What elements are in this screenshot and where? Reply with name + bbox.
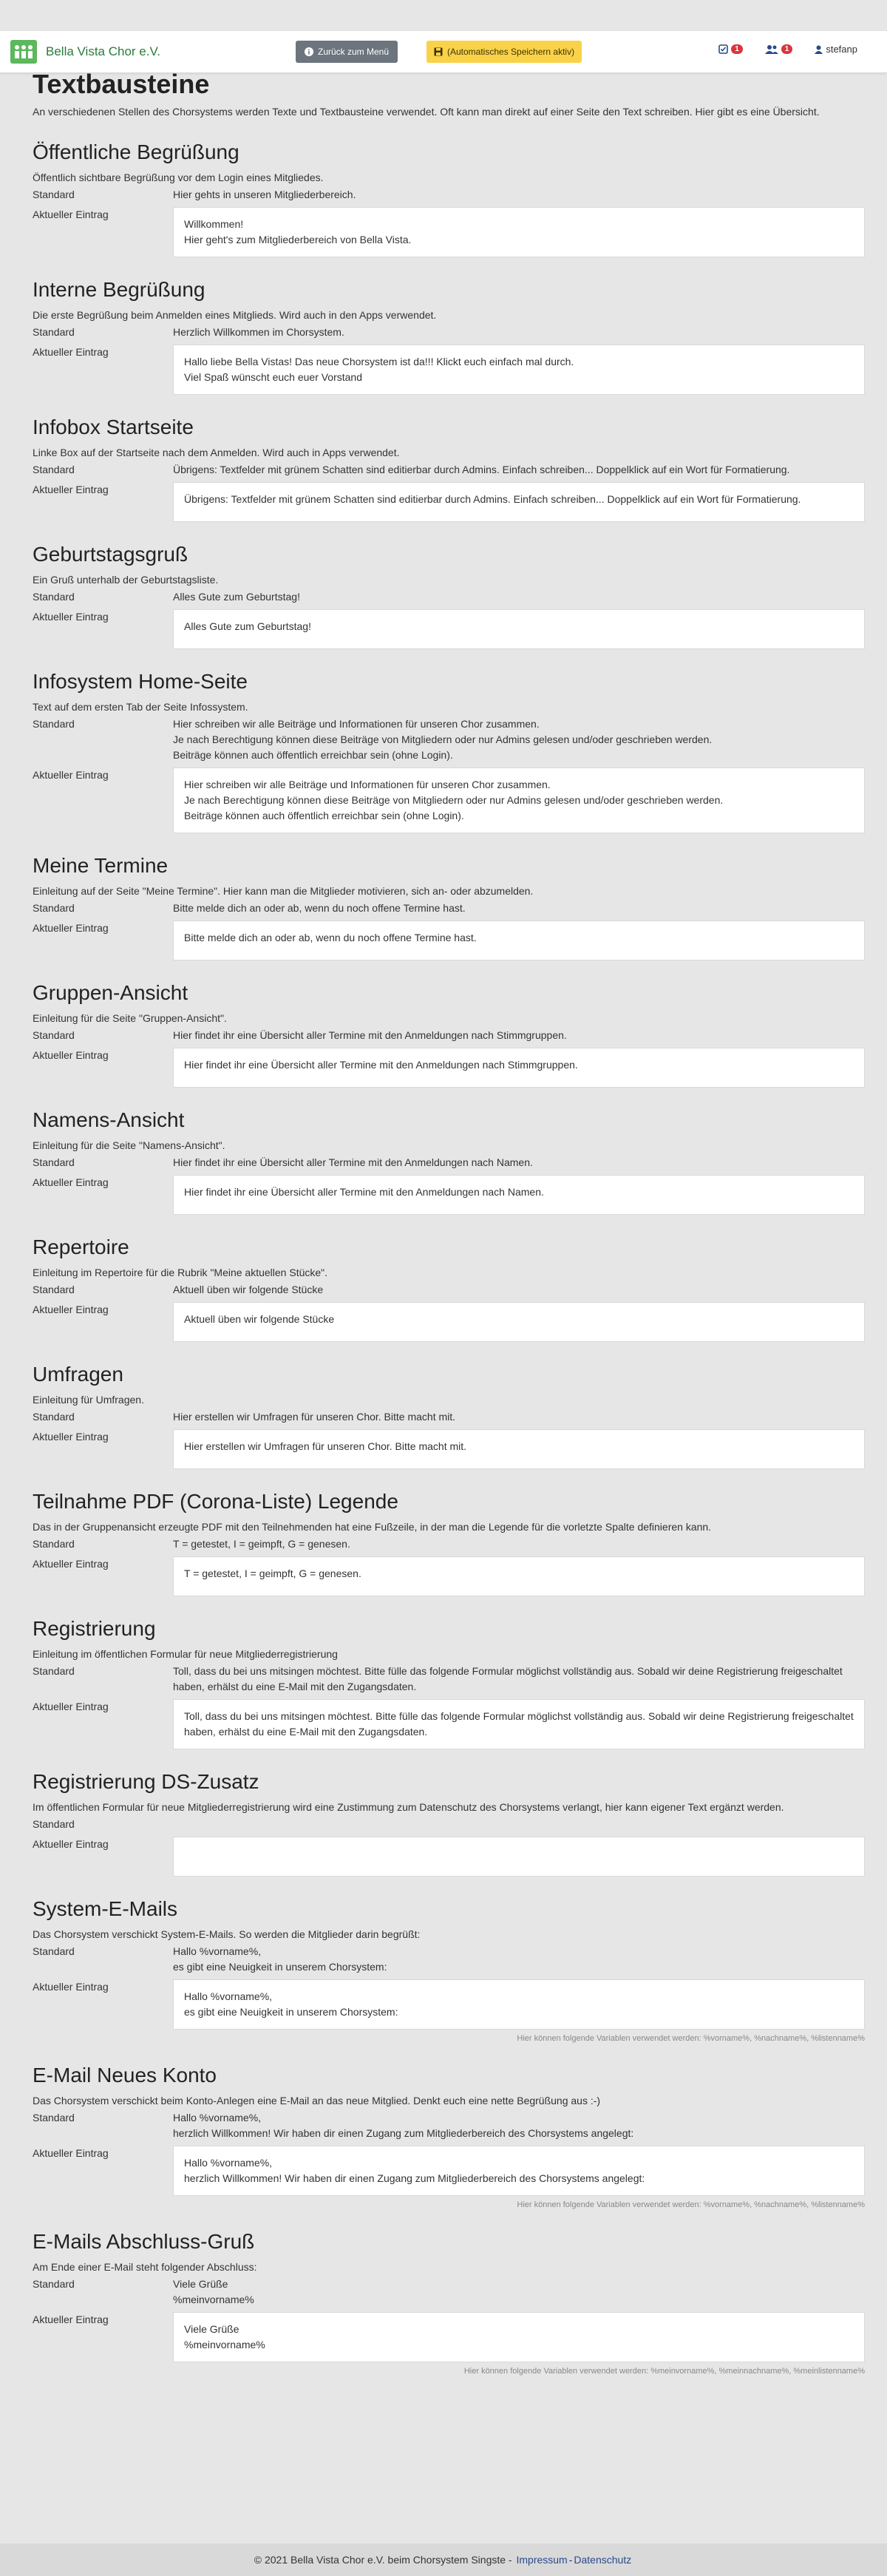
standard-row xyxy=(33,1409,865,1425)
current-label: Aktueller Eintrag xyxy=(33,1701,109,1712)
standard-value xyxy=(173,1817,865,1832)
section-description: Ein Gruß unterhalb der Geburtstagsliste. xyxy=(33,574,219,586)
text-block-section xyxy=(33,1488,865,1596)
standard-value: T = getestet, I = geimpft, G = genesen. xyxy=(173,1538,350,1550)
standard-row xyxy=(33,2110,865,2141)
text-block-section xyxy=(33,1234,865,1342)
current-entry-editor[interactable]: Willkommen! Hier geht's zum Mitgliederbereich von Bella Vista. xyxy=(173,207,865,257)
footer-separator: - xyxy=(568,2554,573,2566)
text-block-section xyxy=(33,2062,865,2209)
text-block-section xyxy=(33,853,865,960)
section-description: Einleitung auf der Seite "Meine Termine". Hier kann man die Mitglieder motivieren, sich an- oder abzumelden. xyxy=(33,885,534,897)
current-label: Aktueller Eintrag xyxy=(33,1176,109,1188)
standard-label: Standard xyxy=(33,1411,75,1423)
autosave-button[interactable] xyxy=(426,41,582,63)
current-entry-editor[interactable]: Hallo %vorname%, es gibt eine Neuigkeit in unserem Chorsystem: xyxy=(173,1979,865,2030)
section-title: Infobox Startseite xyxy=(33,416,194,438)
section-description: Im öffentlichen Formular für neue Mitgliederregistrierung wird eine Zustimmung zum Datenschutz des Chorsystems verlangt, hier kann eigener Text ergänzt werden. xyxy=(33,1801,784,1813)
standard-value: Hier gehts in unseren Mitgliederbereich. xyxy=(173,189,356,200)
standard-label: Standard xyxy=(33,718,75,730)
text-block-section xyxy=(33,541,865,649)
current-label: Aktueller Eintrag xyxy=(33,1304,109,1315)
current-entry-editor[interactable]: Hier findet ihr eine Übersicht aller Termine mit den Anmeldungen nach Namen. xyxy=(173,1175,865,1215)
current-row xyxy=(33,1429,865,1469)
footer-copyright: © 2021 Bella Vista Chor e.V. beim Chorsystem Singste - xyxy=(254,2554,512,2566)
back-to-menu-button[interactable] xyxy=(296,41,398,63)
current-entry-editor[interactable]: Toll, dass du bei uns mitsingen möchtest. Bitte fülle das folgende Formular möglichst vollständig aus. Sobald wir deine Registrierung freigeschaltet haben, erhälst du eine E-Mail mit den Zugangsdaten. xyxy=(173,1699,865,1749)
save-icon xyxy=(434,47,443,56)
notifications-badge: 1 xyxy=(731,44,743,54)
current-label: Aktueller Eintrag xyxy=(33,2147,109,2159)
section-title: E-Mails Abschluss-Gruß xyxy=(33,2230,255,2253)
standard-value: Aktuell üben wir folgende Stücke xyxy=(173,1284,324,1295)
current-entry-editor[interactable]: Hallo liebe Bella Vistas! Das neue Chorsystem ist da!!! Klickt euch einfach mal durch. Viel Spaß wünscht euch euer Vorstand xyxy=(173,345,865,395)
user-menu[interactable] xyxy=(815,44,857,55)
nav-right xyxy=(718,44,857,55)
current-row xyxy=(33,1837,865,1877)
top-strip xyxy=(0,0,887,31)
info-circle-icon xyxy=(305,47,313,56)
section-title: Repertoire xyxy=(33,1236,129,1258)
text-block-section xyxy=(33,1107,865,1215)
section-description: Einleitung im öffentlichen Formular für neue Mitgliederregistrierung xyxy=(33,1648,338,1660)
text-block-section xyxy=(33,1616,865,1749)
current-row xyxy=(33,1556,865,1596)
standard-value: Herzlich Willkommen im Chorsystem. xyxy=(173,326,344,338)
section-title: Infosystem Home-Seite xyxy=(33,670,248,693)
current-entry-editor[interactable]: Aktuell üben wir folgende Stücke xyxy=(173,1302,865,1342)
text-block-section xyxy=(33,1769,865,1877)
back-to-menu-label: Zurück zum Menü xyxy=(318,47,390,57)
standard-label: Standard xyxy=(33,1538,75,1550)
section-title: Registrierung DS-Zusatz xyxy=(33,1770,259,1793)
standard-value: Hallo %vorname%, herzlich Willkommen! Wir haben dir einen Zugang zum Mitgliederbereich des Chorsystems angelegt: xyxy=(173,2112,634,2139)
current-label: Aktueller Eintrag xyxy=(33,1049,109,1061)
autosave-label: (Automatisches Speichern aktiv) xyxy=(447,47,575,57)
standard-value: Alles Gute zum Geburtstag! xyxy=(173,591,300,603)
section-title: Geburtstagsgruß xyxy=(33,543,188,566)
standard-label: Standard xyxy=(33,464,75,475)
standard-row xyxy=(33,901,865,916)
check-square-icon xyxy=(718,44,728,54)
current-row xyxy=(33,2146,865,2196)
standard-label: Standard xyxy=(33,1665,75,1677)
current-row xyxy=(33,1048,865,1088)
text-block-section xyxy=(33,980,865,1088)
user-name: stefanp xyxy=(826,44,857,55)
text-block-section xyxy=(33,277,865,395)
standard-label: Standard xyxy=(33,189,75,200)
current-entry-editor[interactable]: Bitte melde dich an oder ab, wenn du noch offene Termine hast. xyxy=(173,921,865,960)
section-title: Meine Termine xyxy=(33,854,169,877)
standard-row xyxy=(33,1817,865,1832)
section-description: Das Chorsystem verschickt System-E-Mails. So werden die Mitglieder darin begrüßt: xyxy=(33,1928,421,1940)
groups-link[interactable] xyxy=(765,44,793,54)
standard-value: Hier schreiben wir alle Beiträge und Informationen für unseren Chor zusammen. Je nach Berechtigung können diese Beiträge von Mitgliedern oder nur Admins gelesen und/oder geschrieben werden. Beiträge können auch öffentlich erreichbar sein (ohne Login). xyxy=(173,718,713,761)
current-row xyxy=(33,2312,865,2362)
navbar xyxy=(0,31,887,73)
current-entry-editor[interactable]: Hier erstellen wir Umfragen für unseren Chor. Bitte macht mit. xyxy=(173,1429,865,1469)
standard-label: Standard xyxy=(33,326,75,338)
standard-value: Toll, dass du bei uns mitsingen möchtest. Bitte fülle das folgende Formular möglichst vollständig aus. Sobald wir deine Registrierung freigeschaltet haben, erhälst du eine E-Mail mit den Zugangsdaten. xyxy=(173,1665,843,1692)
text-block-section xyxy=(33,668,865,833)
text-block-section xyxy=(33,1896,865,2043)
text-block-section xyxy=(33,2228,865,2376)
sections-list xyxy=(33,139,865,2376)
section-title: Namens-Ansicht xyxy=(33,1108,185,1131)
current-row xyxy=(33,1175,865,1215)
section-description: Das Chorsystem verschickt beim Konto-Anlegen eine E-Mail an das neue Mitglied. Denkt euch eine nette Begrüßung aus :-) xyxy=(33,2095,601,2106)
section-description: Das in der Gruppenansicht erzeugte PDF mit den Teilnehmenden hat eine Fußzeile, in der man die Legende für die vorletzte Spalte definieren kann. xyxy=(33,1521,712,1533)
current-entry-editor[interactable]: Hallo %vorname%, herzlich Willkommen! Wir haben dir einen Zugang zum Mitgliederbereich des Chorsystems angelegt: xyxy=(173,2146,865,2196)
current-row xyxy=(33,1979,865,2030)
current-label: Aktueller Eintrag xyxy=(33,922,109,934)
standard-label: Standard xyxy=(33,591,75,603)
current-row xyxy=(33,609,865,649)
section-description: Einleitung für die Seite "Gruppen-Ansicht". xyxy=(33,1012,227,1024)
text-block-section xyxy=(33,1361,865,1469)
text-block-section xyxy=(33,414,865,522)
standard-row xyxy=(33,1664,865,1695)
standard-value: Hallo %vorname%, es gibt eine Neuigkeit in unserem Chorsystem: xyxy=(173,1945,387,1973)
current-label: Aktueller Eintrag xyxy=(33,346,109,358)
current-label: Aktueller Eintrag xyxy=(33,484,109,495)
standard-label: Standard xyxy=(33,2278,75,2290)
standard-label: Standard xyxy=(33,1156,75,1168)
section-description: Linke Box auf der Startseite nach dem Anmelden. Wird auch in Apps verwendet. xyxy=(33,447,400,458)
standard-row xyxy=(33,1282,865,1298)
standard-value: Bitte melde dich an oder ab, wenn du noch offene Termine hast. xyxy=(173,902,466,914)
current-entry-editor[interactable] xyxy=(173,1837,865,1877)
current-entry-editor[interactable]: Viele Grüße %meinvorname% xyxy=(173,2312,865,2362)
section-description: Am Ende einer E-Mail steht folgender Abschluss: xyxy=(33,2261,257,2273)
impressum-link[interactable]: Impressum xyxy=(516,2554,568,2566)
current-entry-editor[interactable]: Hier schreiben wir alle Beiträge und Informationen für unseren Chor zusammen. Je nach Berechtigung können diese Beiträge von Mitgliedern oder nur Admins gelesen und/oder geschrieben werden. Beiträge können auch öffentlich erreichbar sein (ohne Login). xyxy=(173,767,865,833)
section-description: Einleitung im Repertoire für die Rubrik "Meine aktuellen Stücke". xyxy=(33,1267,328,1278)
current-entry-editor[interactable]: Hier findet ihr eine Übersicht aller Termine mit den Anmeldungen nach Stimmgruppen. xyxy=(173,1048,865,1088)
section-description: Einleitung für Umfragen. xyxy=(33,1394,144,1406)
standard-row xyxy=(33,1944,865,1975)
main-content xyxy=(33,68,865,2376)
current-row xyxy=(33,207,865,257)
text-block-section xyxy=(33,139,865,257)
standard-label: Standard xyxy=(33,902,75,914)
section-title: Teilnahme PDF (Corona-Liste) Legende xyxy=(33,1490,398,1513)
standard-value: Übrigens: Textfelder mit grünem Schatten sind editierbar durch Admins. Einfach schreiben... Doppelklick auf ein Wort für Formatierung. xyxy=(173,464,790,475)
standard-label: Standard xyxy=(33,1945,75,1957)
section-title: Interne Begrüßung xyxy=(33,278,205,301)
brand-name: Bella Vista Chor e.V. xyxy=(46,44,160,58)
section-title: Gruppen-Ansicht xyxy=(33,981,188,1004)
standard-value: Hier findet ihr eine Übersicht aller Termine mit den Anmeldungen nach Namen. xyxy=(173,1156,533,1168)
current-row xyxy=(33,345,865,395)
current-label: Aktueller Eintrag xyxy=(33,209,109,220)
standard-label: Standard xyxy=(33,2112,75,2123)
variables-hint: Hier können folgende Variablen verwendet werden: %meinvorname%, %meinnachname%, %meinlistenname% xyxy=(463,2367,865,2376)
user-icon xyxy=(815,45,823,54)
page-title: Textbausteine xyxy=(33,69,210,99)
current-row xyxy=(33,767,865,833)
choir-logo-icon xyxy=(10,40,37,64)
standard-value: Hier findet ihr eine Übersicht aller Termine mit den Anmeldungen nach Stimmgruppen. xyxy=(173,1029,567,1041)
current-row xyxy=(33,482,865,522)
page-intro: An verschiedenen Stellen des Chorsystems werden Texte und Textbausteine verwendet. Oft kann man direkt auf einer Seite den Text schreiben. Hier gibt es eine Übersicht. xyxy=(33,106,820,118)
standard-row xyxy=(33,716,865,763)
section-title: Registrierung xyxy=(33,1617,156,1640)
current-entry-editor[interactable]: Übrigens: Textfelder mit grünem Schatten sind editierbar durch Admins. Einfach schreiben... Doppelklick auf ein Wort für Formatierung. xyxy=(173,482,865,522)
current-label: Aktueller Eintrag xyxy=(33,1838,109,1850)
standard-row xyxy=(33,462,865,478)
datenschutz-link[interactable]: Datenschutz xyxy=(574,2554,632,2566)
variables-hint: Hier können folgende Variablen verwendet werden: %vorname%, %nachname%, %listenname% xyxy=(517,2200,865,2209)
notifications-link[interactable] xyxy=(718,44,743,54)
current-entry-editor[interactable]: Alles Gute zum Geburtstag! xyxy=(173,609,865,649)
section-title: Öffentliche Begrüßung xyxy=(33,140,239,163)
current-row xyxy=(33,921,865,960)
current-label: Aktueller Eintrag xyxy=(33,1558,109,1570)
standard-label: Standard xyxy=(33,1818,75,1830)
current-label: Aktueller Eintrag xyxy=(33,1981,109,1993)
standard-row xyxy=(33,589,865,605)
variables-hint: Hier können folgende Variablen verwendet werden: %vorname%, %nachname%, %listenname% xyxy=(517,2034,865,2043)
section-description: Öffentlich sichtbare Begrüßung vor dem Login eines Mitgliedes. xyxy=(33,172,324,183)
current-entry-editor[interactable]: T = getestet, I = geimpft, G = genesen. xyxy=(173,1556,865,1596)
brand[interactable] xyxy=(10,40,160,64)
current-label: Aktueller Eintrag xyxy=(33,611,109,623)
current-label: Aktueller Eintrag xyxy=(33,769,109,781)
groups-badge: 1 xyxy=(781,44,793,54)
current-row xyxy=(33,1699,865,1749)
section-title: E-Mail Neues Konto xyxy=(33,2064,217,2087)
section-title: System-E-Mails xyxy=(33,1897,178,1920)
standard-label: Standard xyxy=(33,1284,75,1295)
standard-row xyxy=(33,1536,865,1552)
section-title: Umfragen xyxy=(33,1363,123,1386)
current-label: Aktueller Eintrag xyxy=(33,1431,109,1443)
standard-row xyxy=(33,1028,865,1043)
standard-row xyxy=(33,325,865,340)
standard-row xyxy=(33,1155,865,1170)
standard-row xyxy=(33,187,865,203)
footer xyxy=(0,2543,887,2576)
standard-label: Standard xyxy=(33,1029,75,1041)
section-description: Text auf dem ersten Tab der Seite Infossystem. xyxy=(33,701,248,713)
current-row xyxy=(33,1302,865,1342)
standard-value: Viele Grüße %meinvorname% xyxy=(173,2278,254,2305)
users-icon xyxy=(765,44,778,54)
current-label: Aktueller Eintrag xyxy=(33,2314,109,2325)
section-description: Die erste Begrüßung beim Anmelden eines Mitglieds. Wird auch in den Apps verwendet. xyxy=(33,309,437,321)
section-description: Einleitung für die Seite "Namens-Ansicht". xyxy=(33,1139,225,1151)
standard-row xyxy=(33,2277,865,2308)
standard-value: Hier erstellen wir Umfragen für unseren Chor. Bitte macht mit. xyxy=(173,1411,456,1423)
